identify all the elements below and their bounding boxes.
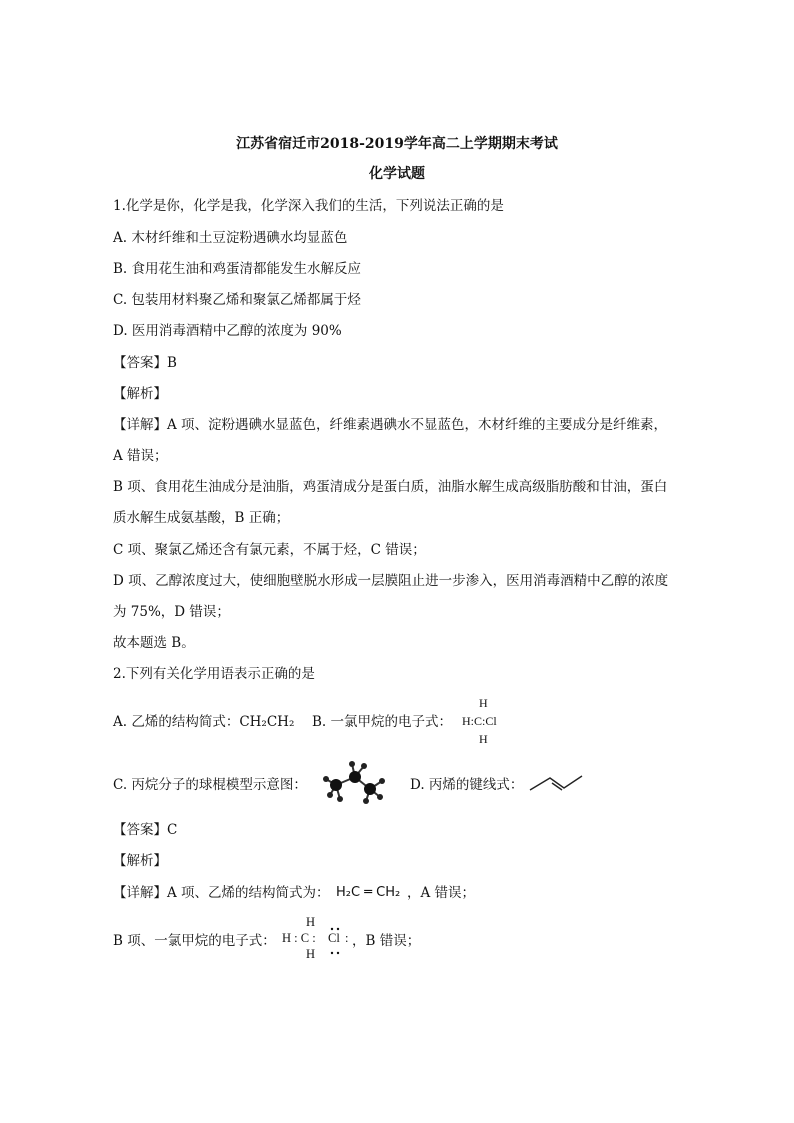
- q1-analysis-label: 【解析】: [113, 386, 167, 402]
- q2-detail-b-formula-middle-right: :: [345, 931, 349, 945]
- q2-stem: 2.下列有关化学用语表示正确的是: [113, 666, 315, 682]
- q2-detail-b-suffix: ，B 错误；: [352, 933, 421, 949]
- chlorine-lone-pair-dots: [325, 926, 349, 960]
- q2-detail-a-formula: H₂C ═ CH₂: [336, 885, 401, 900]
- document-subtitle: 化学试题: [369, 166, 425, 182]
- q2-option-b-formula-top: H: [479, 696, 488, 710]
- q1-detail-line: 故本题选 B。: [113, 635, 195, 651]
- q1-detail-line: 【详解】A 项、淀粉遇碘水显蓝色，纤维素遇碘水不显蓝色，木材纤维的主要成分是纤维素，: [113, 417, 668, 433]
- q2-analysis-label: 【解析】: [113, 853, 167, 869]
- q1-detail-line: D 项、乙醇浓度过大，使细胞壁脱水形成一层膜阻止进一步渗入，医用消毒酒精中乙醇的浓度: [113, 573, 669, 589]
- q1-detail-line: 为 75%，D 错误；: [113, 604, 230, 620]
- q2-option-d: D. 丙烯的键线式：: [410, 777, 524, 793]
- q2-detail-a-prefix: 【详解】A 项、乙烯的结构简式为：: [113, 885, 330, 901]
- q1-option-d: D. 医用消毒酒精中乙醇的浓度为 90%: [113, 323, 342, 339]
- document-title: 江苏省宿迁市2018-2019学年高二上学期期末考试: [236, 136, 558, 152]
- q2-option-c: C. 丙烷分子的球棍模型示意图：: [113, 777, 307, 793]
- q1-detail-line: 质水解生成氨基酸，B 正确；: [113, 510, 290, 526]
- q2-detail-b-prefix: B 项、一氯甲烷的电子式：: [113, 933, 276, 949]
- q1-detail-line: C 项、聚氯乙烯还含有氯元素，不属于烃，C 错误；: [113, 542, 426, 558]
- q2-detail-b-formula-top: H: [306, 915, 316, 929]
- q2-detail-b-formula-middle-left: H : C :: [282, 931, 316, 945]
- propane-ball-and-stick-model: [312, 755, 390, 805]
- q2-detail-b-formula-bottom: H: [306, 947, 316, 961]
- q1-stem: 1.化学是你，化学是我，化学深入我们的生活，下列说法正确的是: [113, 198, 504, 214]
- q2-answer: 【答案】C: [113, 822, 178, 838]
- q2-option-b-formula-middle: H:C:Cl: [462, 714, 497, 728]
- q2-option-b: B. 一氯甲烷的电子式：: [312, 714, 453, 730]
- q1-answer: 【答案】B: [113, 355, 177, 371]
- q2-option-b-formula-bottom: H: [479, 732, 488, 746]
- q1-option-b: B. 食用花生油和鸡蛋清都能发生水解反应: [113, 261, 362, 277]
- q1-option-a: A. 木材纤维和土豆淀粉遇碘水均显蓝色: [113, 230, 348, 246]
- q2-detail-b-formula-chlorine: Cl: [328, 931, 340, 945]
- q2-option-a: A. 乙烯的结构简式：CH₂CH₂: [113, 714, 295, 730]
- q2-detail-a-suffix: ，A 错误；: [407, 885, 476, 901]
- q1-option-c: C. 包装用材料聚乙烯和聚氯乙烯都属于烃: [113, 292, 361, 308]
- q1-detail-line: B 项、食用花生油成分是油脂，鸡蛋清成分是蛋白质，油脂水解生成高级脂肪酸和甘油，蛋白: [113, 479, 668, 495]
- propene-skeletal-formula: [528, 772, 584, 794]
- q1-detail-line: A 错误；: [113, 448, 168, 464]
